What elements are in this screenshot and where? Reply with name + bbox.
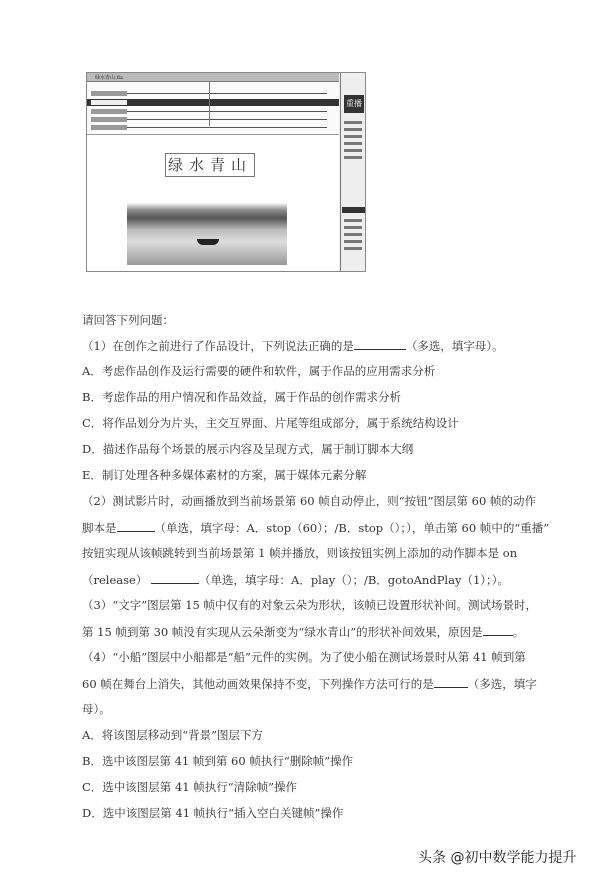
- prompt: 请回答下列问题：: [82, 313, 174, 327]
- stage-title-text: 绿水青山: [165, 153, 255, 177]
- q4-line2: 60 帧在舞台上消失，其他动画效果保持不变，下列操作方法可行的是 （多选，填字: [82, 677, 537, 691]
- q3-line1: （3）“文字”图层第 15 帧中仅有的对象云朵为形状，该帧已设置形状补间。测试场景时，: [82, 598, 538, 612]
- actions-panel-header: [342, 207, 366, 213]
- window-title: 绿水青山.fla: [95, 75, 123, 81]
- q4-line3: 母）。: [82, 702, 111, 716]
- boat-icon: [197, 239, 219, 245]
- q2-line2: 脚本是 （单选，填字母：A．stop（60）；/B．stop（）；），单击第 60 帧中的“重播”: [82, 521, 550, 535]
- stage: [87, 135, 339, 271]
- timeline-layer-row-selected: [87, 99, 339, 106]
- library-panel: [340, 73, 366, 271]
- playhead: [209, 82, 210, 126]
- q2-line1: （2）测试影片时，动画播放到当前场景第 60 帧自动停止，则“按钮”图层第 60 帧的动作: [82, 494, 536, 508]
- answer-blank: [354, 338, 406, 350]
- q2-line4: （release） （单选，填字母：A．play（）；/B．gotoAndPlay（1）；）。: [82, 573, 510, 587]
- timeline-layer-row: [87, 116, 339, 123]
- q4-option-b: B．选中该图层第 41 帧到第 60 帧执行“删除帧”操作: [82, 754, 354, 768]
- timeline-layer-row: [87, 124, 339, 131]
- q1-option-d: D．描述作品每个场景的展示内容及呈现方式，属于制订脚本大纲: [82, 442, 414, 456]
- q1-option-c: C．将作品划分为片头，主交互界面、片尾等组成部分，属于系统结构设计: [82, 416, 459, 430]
- q1-option-a: A．考虑作品创作及运行需要的硬件和软件，属于作品的应用需求分析: [82, 364, 436, 378]
- q4-option-d: D．选中该图层第 41 帧执行“插入空白关键帧”操作: [82, 806, 344, 820]
- q4-line1: （4）“小船”图层中小船都是“船”元件的实例。为了使小船在测试场景时从第 41 帧到第: [82, 650, 526, 664]
- timeline-layer-row: [87, 108, 339, 115]
- answer-blank: [483, 624, 513, 636]
- timeline-panel: [87, 82, 339, 135]
- q1-stem: （1）在创作之前进行了作品设计，下列说法正确的是 （多选，填字母）。: [82, 339, 504, 353]
- watermark: 头条 @初中数学能力提升: [418, 850, 577, 866]
- answer-blank: [151, 572, 199, 584]
- q4-option-c: C．选中该图层第 41 帧执行“清除帧”操作: [82, 780, 297, 794]
- q1-option-b: B．考虑作品的用户情况和作品效益，属于作品的创作需求分析: [82, 390, 401, 404]
- q4-option-a: A．将该图层移动到“背景”图层下方: [82, 728, 264, 742]
- timeline-layer-row: [87, 90, 339, 97]
- q1-option-e: E．制订处理各种多媒体素材的方案，属于媒体元素分解: [82, 468, 367, 482]
- landscape-image: [127, 187, 287, 265]
- window-titlebar: [87, 73, 339, 82]
- q2-line3: 按钮实现从该帧跳转到当前场景第 1 帧并播放，则该按钮实例上添加的动作脚本是 on: [82, 546, 518, 560]
- button-preview: 重播: [344, 95, 364, 113]
- q3-line2: 第 15 帧到第 30 帧没有实现从云朵渐变为“绿水青山”的形状补间效果，原因是 。: [82, 625, 525, 639]
- flash-screenshot-figure: [86, 72, 366, 272]
- answer-blank: [434, 676, 468, 688]
- answer-blank: [117, 520, 155, 532]
